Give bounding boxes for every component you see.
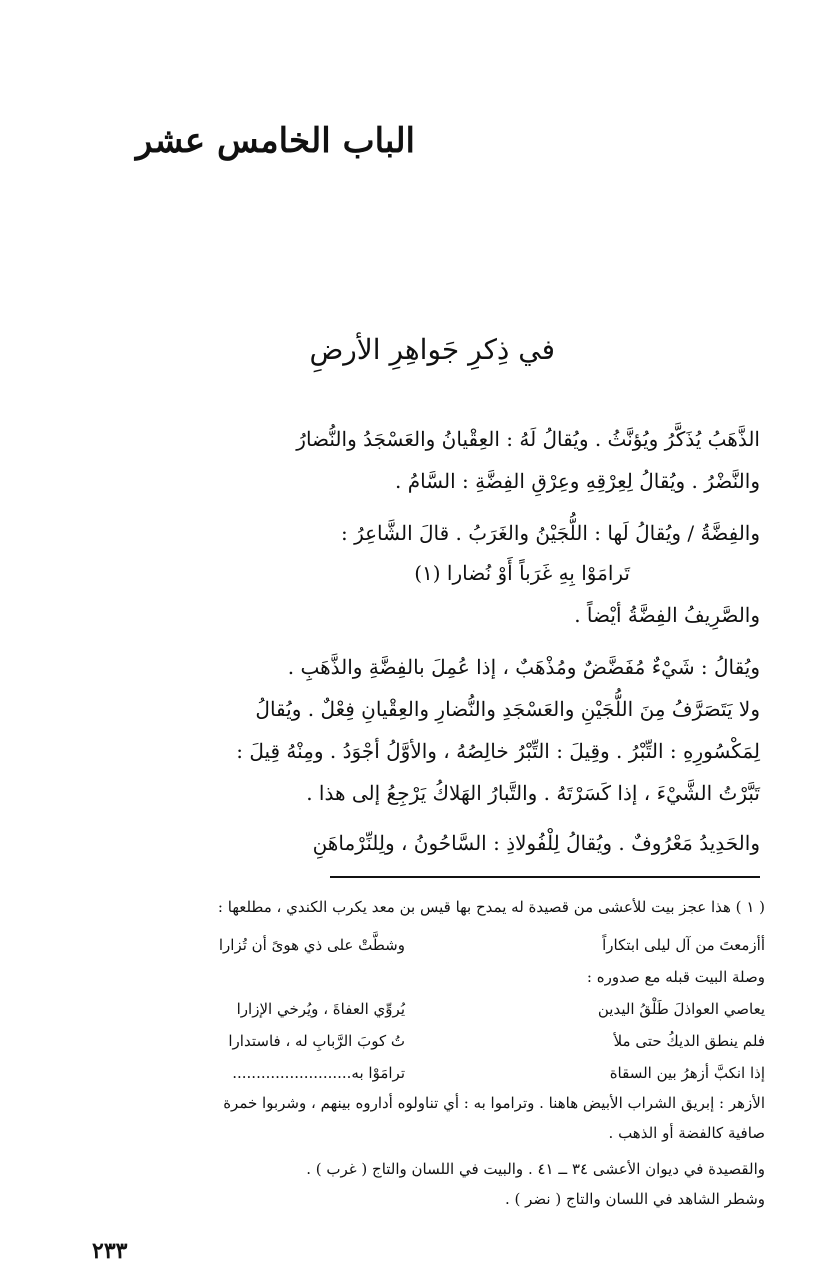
footnote-gloss-2: صافية كالفضة أو الذهب . xyxy=(608,1124,765,1142)
footnote-verse-2 xyxy=(70,994,765,1025)
footnote xyxy=(70,892,765,1222)
verse-3-first-hemistich: فلم ينطق الديكُ حتى ملأ xyxy=(613,1032,765,1050)
footnote-verse-4 xyxy=(70,1058,765,1089)
text-line-10: والحَدِيدُ مَعْرُوفٌ . ويُقالُ لِلْفُولاذِ : السَّاحُونُ ، ولِلنِّرْماهَنِ xyxy=(312,831,760,855)
footnote-verse-3 xyxy=(70,1026,765,1057)
text-line-8: لِمَكْسُورِهِ : التِّبْرُ . وقِيلَ : التِّبْرُ خالِصُهُ ، والأوَّلُ أجْوَدُ . ومِنْهُ قِيلَ : xyxy=(236,739,760,763)
text-line-7: ولا يَتَصَرَّفُ مِنَ اللُّجَيْنِ والعَسْجَدِ والنُّضارِ والعِقْيانِ فِعْلٌ . ويُقالُ xyxy=(255,697,760,721)
verse-1-second-hemistich: وشطَّتْ على ذي هوىً أن تُزارا xyxy=(218,936,405,954)
footnote-bridge: وصلة البيت قبله مع صدوره : xyxy=(586,968,765,986)
text-line-3: والفِضَّةُ / ويُقالُ لَها : اللُّجَيْنُ والغَرَبُ . قالَ الشَّاعِرُ : xyxy=(340,521,760,545)
verse-4-first-hemistich: إذا انكبَّ أزهرُ بين السقاة xyxy=(609,1064,765,1082)
text-line-9: تَبَّرْتُ الشَّيْءَ ، إذا كَسَرْتَهُ . والتَّبارُ الهَلاكُ يَرْجِعُ إلى هذا . xyxy=(306,781,760,805)
verse-1-first-hemistich: أأزمعتَ من آل ليلى ابتكاراً xyxy=(602,936,765,954)
page-number: ٢٣٣ xyxy=(92,1238,128,1264)
chapter-title: الباب الخامس عشر xyxy=(135,121,415,161)
main-text xyxy=(70,420,760,860)
text-line-2: والنَّضْرُ . ويُقالُ لِعِرْقِهِ وعِرْقِ الفِضَّةِ : السَّامُ . xyxy=(394,469,760,493)
text-line-1: الذَّهَبُ يُذَكَّرُ ويُؤنَّثُ . ويُقالُ لَهُ : العِقْيانُ والعَسْجَدُ والنُّضارُ xyxy=(296,427,760,451)
verse-3-second-hemistich: تُ كوبَ الرَّبابِ له ، فاستدارا xyxy=(228,1032,405,1050)
verse-2-second-hemistich: يُروِّي العفاةَ ، ويُرخي الإزارا xyxy=(236,1000,405,1018)
text-line-5: والصَّرِيفُ الفِضَّةُ أيْضاً . xyxy=(574,603,760,627)
verse-line: تَرامَوْا بِهِ غَرَباً أَوْ نُضارا (١) xyxy=(414,561,630,585)
text-line-6: ويُقالُ : شَيْءٌ مُفَضَّضٌ ومُذْهَبٌ ، إذا عُمِلَ بالفِضَّةِ والذَّهَبِ . xyxy=(287,655,760,679)
footnote-gloss-1: الأزهر : إبريق الشراب الأبيض هاهنا . وتراموا به : أي تناولوه أداروه بينهم ، وشربوا خمرة xyxy=(223,1094,765,1112)
footnote-intro: ( ١ ) هذا عجز بيت للأعشى من قصيدة له يمدح بها قيس بن معد يكرب الكندي ، مطلعها : xyxy=(217,898,765,916)
footnote-source-1: والقصيدة في ديوان الأعشى ٣٤ ــ ٤١ . والبيت في اللسان والتاج ( غرب ) . xyxy=(306,1160,765,1178)
section-title: في ذِكرِ جَواهِرِ الأرضِ xyxy=(309,333,555,366)
verse-2-first-hemistich: يعاصي العواذلَ طَلْقُ اليدين xyxy=(597,1000,765,1018)
verse-4-second-hemistich: ترامَوْا به......................... xyxy=(232,1064,405,1082)
footnote-divider xyxy=(330,876,760,878)
footnote-source-2: وشطر الشاهد في اللسان والتاج ( نضر ) . xyxy=(504,1190,765,1208)
footnote-verse-1 xyxy=(70,930,765,961)
